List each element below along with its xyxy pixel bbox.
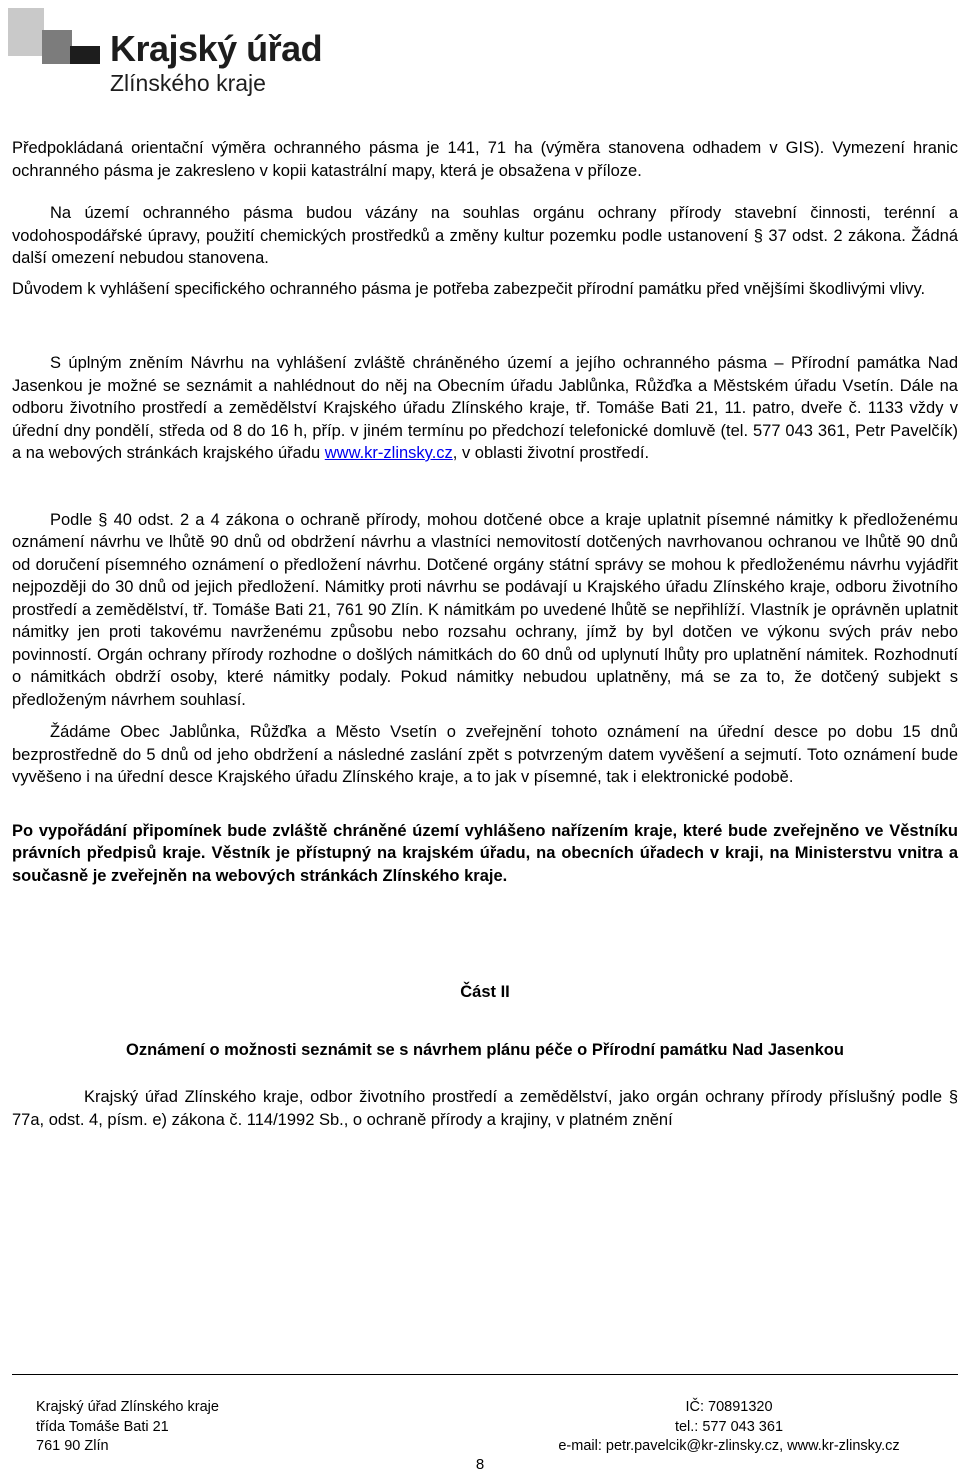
paragraph-care-plan: Krajský úřad Zlínského kraje, odbor životního prostředí a zemědělství, jako orgán ochrany přírody příslušný podle § 77a, odst. 4, písm. e) zákona č. 114/1992 Sb., o ochraně přírody a krajiny, v platném znění: [12, 1088, 958, 1129]
footer-street: třída Tomáše Bati 21: [36, 1418, 169, 1435]
paragraph-full-text-access: S úplným zněním Návrhu na vyhlášení zvláště chráněného území a jejího ochranného pásma – Přírodní památka Nad Jasenkou je možné se seznámit a nahlédnout do něj na Obecním úřadu Jablůnka, Růžďka a Městském úřadu Vsetín. Dále na odboru životního prostředí a zemědělství Krajského úřadu Zlínského kraje, tř. Tomáše Bati 21, 11. patro, dveře č. 1133 vždy v úřední dny pondělí, středa od 8 do 16 h, příp. v jiném termínu po předchozí telefonické domluvě (tel. 577 043 361, Petr Pavelčík) a na webových stránkách krajského úřadu www.kr-zlinsky.cz, v oblasti životní prostředí.: [12, 354, 958, 462]
footer-ico: IČ: 70891320: [685, 1399, 773, 1415]
part-heading: Část II: [460, 983, 510, 1001]
paragraph-reason: Důvodem k vyhlášení specifického ochranného pásma je potřeba zabezpečit přírodní památku před vnějšími škodlivými vlivy.: [12, 279, 926, 298]
section-heading: Oznámení o možnosti seznámit se s návrhem plánu péče o Přírodní památku Nad Jasenkou: [126, 1040, 844, 1059]
logo-title: Krajský úřad: [110, 28, 323, 69]
footer-email-web: e-mail: petr.pavelcik@kr-zlinsky.cz, www.kr-zlinsky.cz: [558, 1438, 900, 1454]
footer-tel: tel.: 577 043 361: [674, 1418, 784, 1435]
page-number: 8: [475, 1456, 485, 1473]
footer-city: 761 90 Zlín: [36, 1438, 109, 1454]
logo-subtitle: Zlínského kraje: [110, 70, 266, 96]
footer-org: Krajský úřad Zlínského kraje: [36, 1399, 219, 1415]
office-logo: [4, 2, 334, 102]
paragraph-declaration: Po vypořádání připomínek bude zvláště chráněné území vyhlášeno nařízením kraje, které bude zveřejněno ve Věstníku právních předpisů kraje. Věstník je přístupný na krajském úřadu, na obecních úřadech v kraji, na Ministerstvu vnitra a současně je zveřejněn na webových stránkách Zlínského kraje.: [12, 821, 958, 885]
paragraph-objections: Podle § 40 odst. 2 a 4 zákona o ochraně přírody, mohou dotčené obce a kraje uplatnit písemné námitky k předloženému oznámení návrhu ve lhůtě 90 dnů od obdržení návrhu a vlastníci nemovitostí dotčených navrhovanou ochranou ve lhůtě 90 dnů od doručení písemného oznámení o předložení návrhu. Dotčené orgány státní správy se mohou k předloženému návrhu vyjádřit nejpozději do 30 dnů od jejich předložení. Námitky proti návrhu se podávají u Krajského úřadu Zlínského kraje, odboru životního prostředí a zemědělství, tř. Tomáše Bati 21, 761 90 Zlín. K námitkám po uvedené lhůtě se nepřihlíží. Vlastník je oprávněn uplatnit námitky jen proti takovému navrženému způsobu nebo rozsahu ochrany, jímž by byl dotčen ve výkonu svých práv nebo povinností. Orgán ochrany přírody rozhodne o došlých námitkách do 60 dnů od uplynutí lhůty pro uplatnění námitek. Rozhodnutí o námitkách obdrží osoby, které námitky podaly. Pokud námitky nebudou uplatněny, má se za to, že dotčený subjekt s předloženým návrhem souhlasí.: [12, 510, 958, 709]
paragraph-area: Předpokládaná orientační výměra ochranného pásma je 141, 71 ha (výměra stanovena odhadem v GIS). Vymezení hranic ochranného pásma je zakresleno v kopii katastrální mapy, která je obsažena v příloze.: [12, 139, 958, 180]
footer-divider: [12, 1374, 958, 1375]
paragraph-publication-request: Žádáme Obec Jablůnka, Růžďka a Město Vsetín o zveřejnění tohoto oznámení na úřední desce po dobu 15 dnů bezprostředně do 5 dnů od jeho obdržení a následné zaslání zpět s potvrzeným datem vyvěšení a sejmutí. Toto oznámení bude vyvěšeno i na úřední desce Krajského úřadu Zlínského kraje, a to jak v písemné, tak i elektronické podobě.: [12, 723, 958, 786]
footer-contacts: [540, 1398, 918, 1457]
website-link[interactable]: www.kr-zlinsky.cz: [324, 444, 453, 462]
logo-mark-icon: [8, 8, 102, 64]
document-body: [12, 137, 958, 1131]
footer-address: [36, 1398, 219, 1457]
paragraph-restrictions: Na území ochranného pásma budou vázány na souhlas orgánu ochrany přírody stavební činnosti, terénní a vodohospodářské úpravy, použití chemických prostředků a změny kultur pozemku podle ustanovení § 37 odst. 2 zákona. Žádná další omezení nebudou stanovena.: [12, 204, 958, 267]
